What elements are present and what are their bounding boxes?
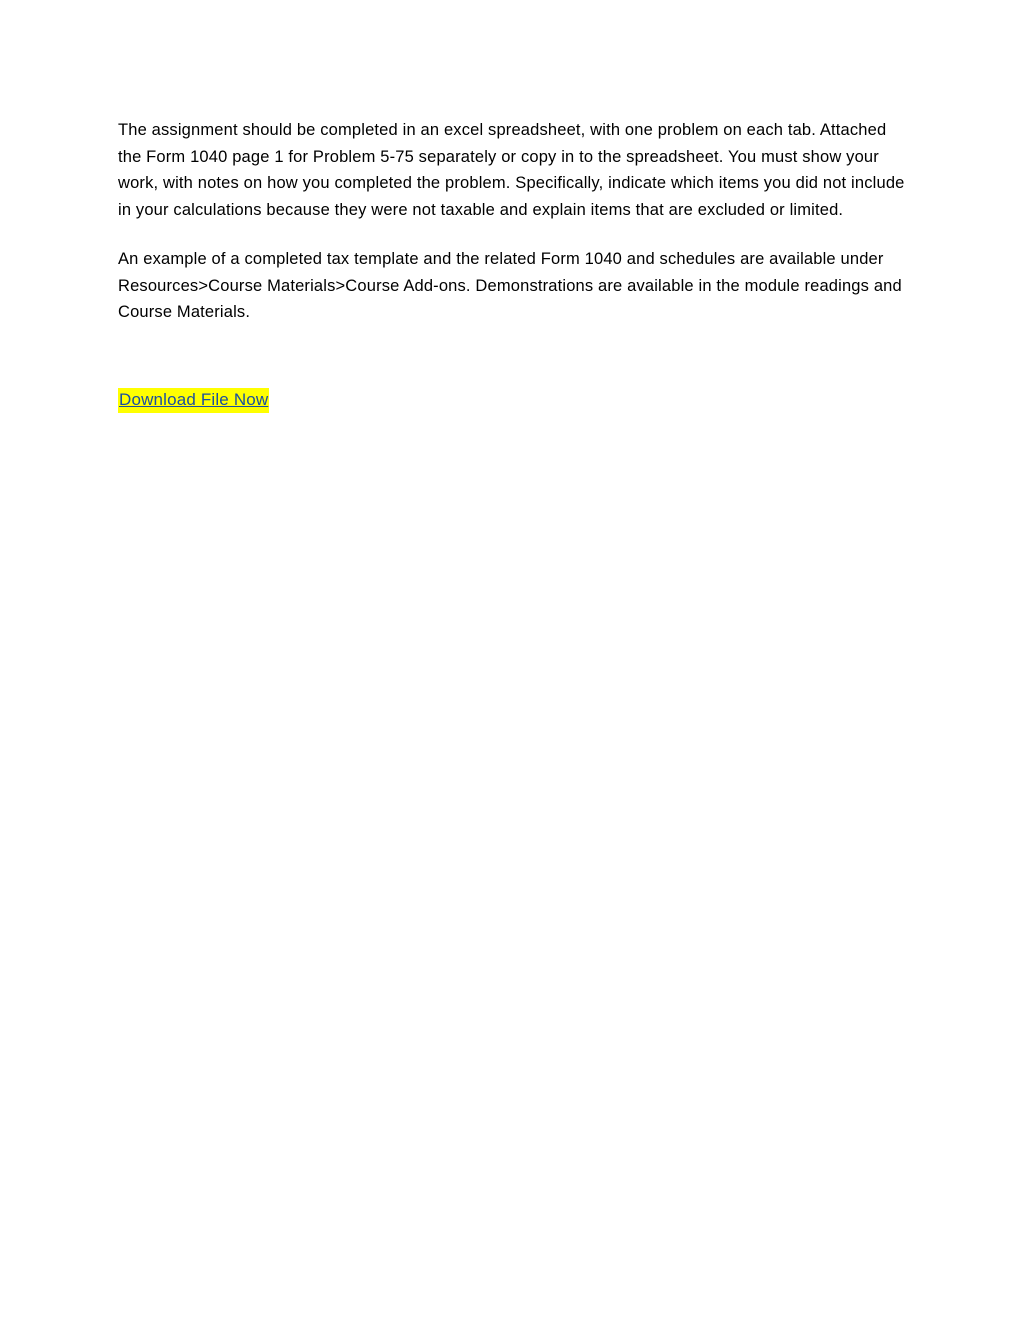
download-link-container bbox=[118, 388, 908, 413]
document-body bbox=[118, 117, 908, 413]
resources-reference-paragraph: An example of a completed tax template and the related Form 1040 and schedules are available under Resources>Course Materials>Course Add-ons. Demonstrations are available in the module readings and Course Materials. bbox=[118, 249, 902, 322]
paragraph-spacer bbox=[118, 326, 908, 388]
download-file-link[interactable]: Download File Now bbox=[118, 388, 269, 413]
assignment-instructions-paragraph: The assignment should be completed in an excel spreadsheet, with one problem on each tab. Attached the Form 1040 page 1 for Problem 5-75 separately or copy in to the spreadsheet. You must show your work, with notes on how you completed the problem. Specifically, indicate which items you did not include in your calculations because they were not taxable and explain items that are excluded or limited. bbox=[118, 121, 905, 220]
